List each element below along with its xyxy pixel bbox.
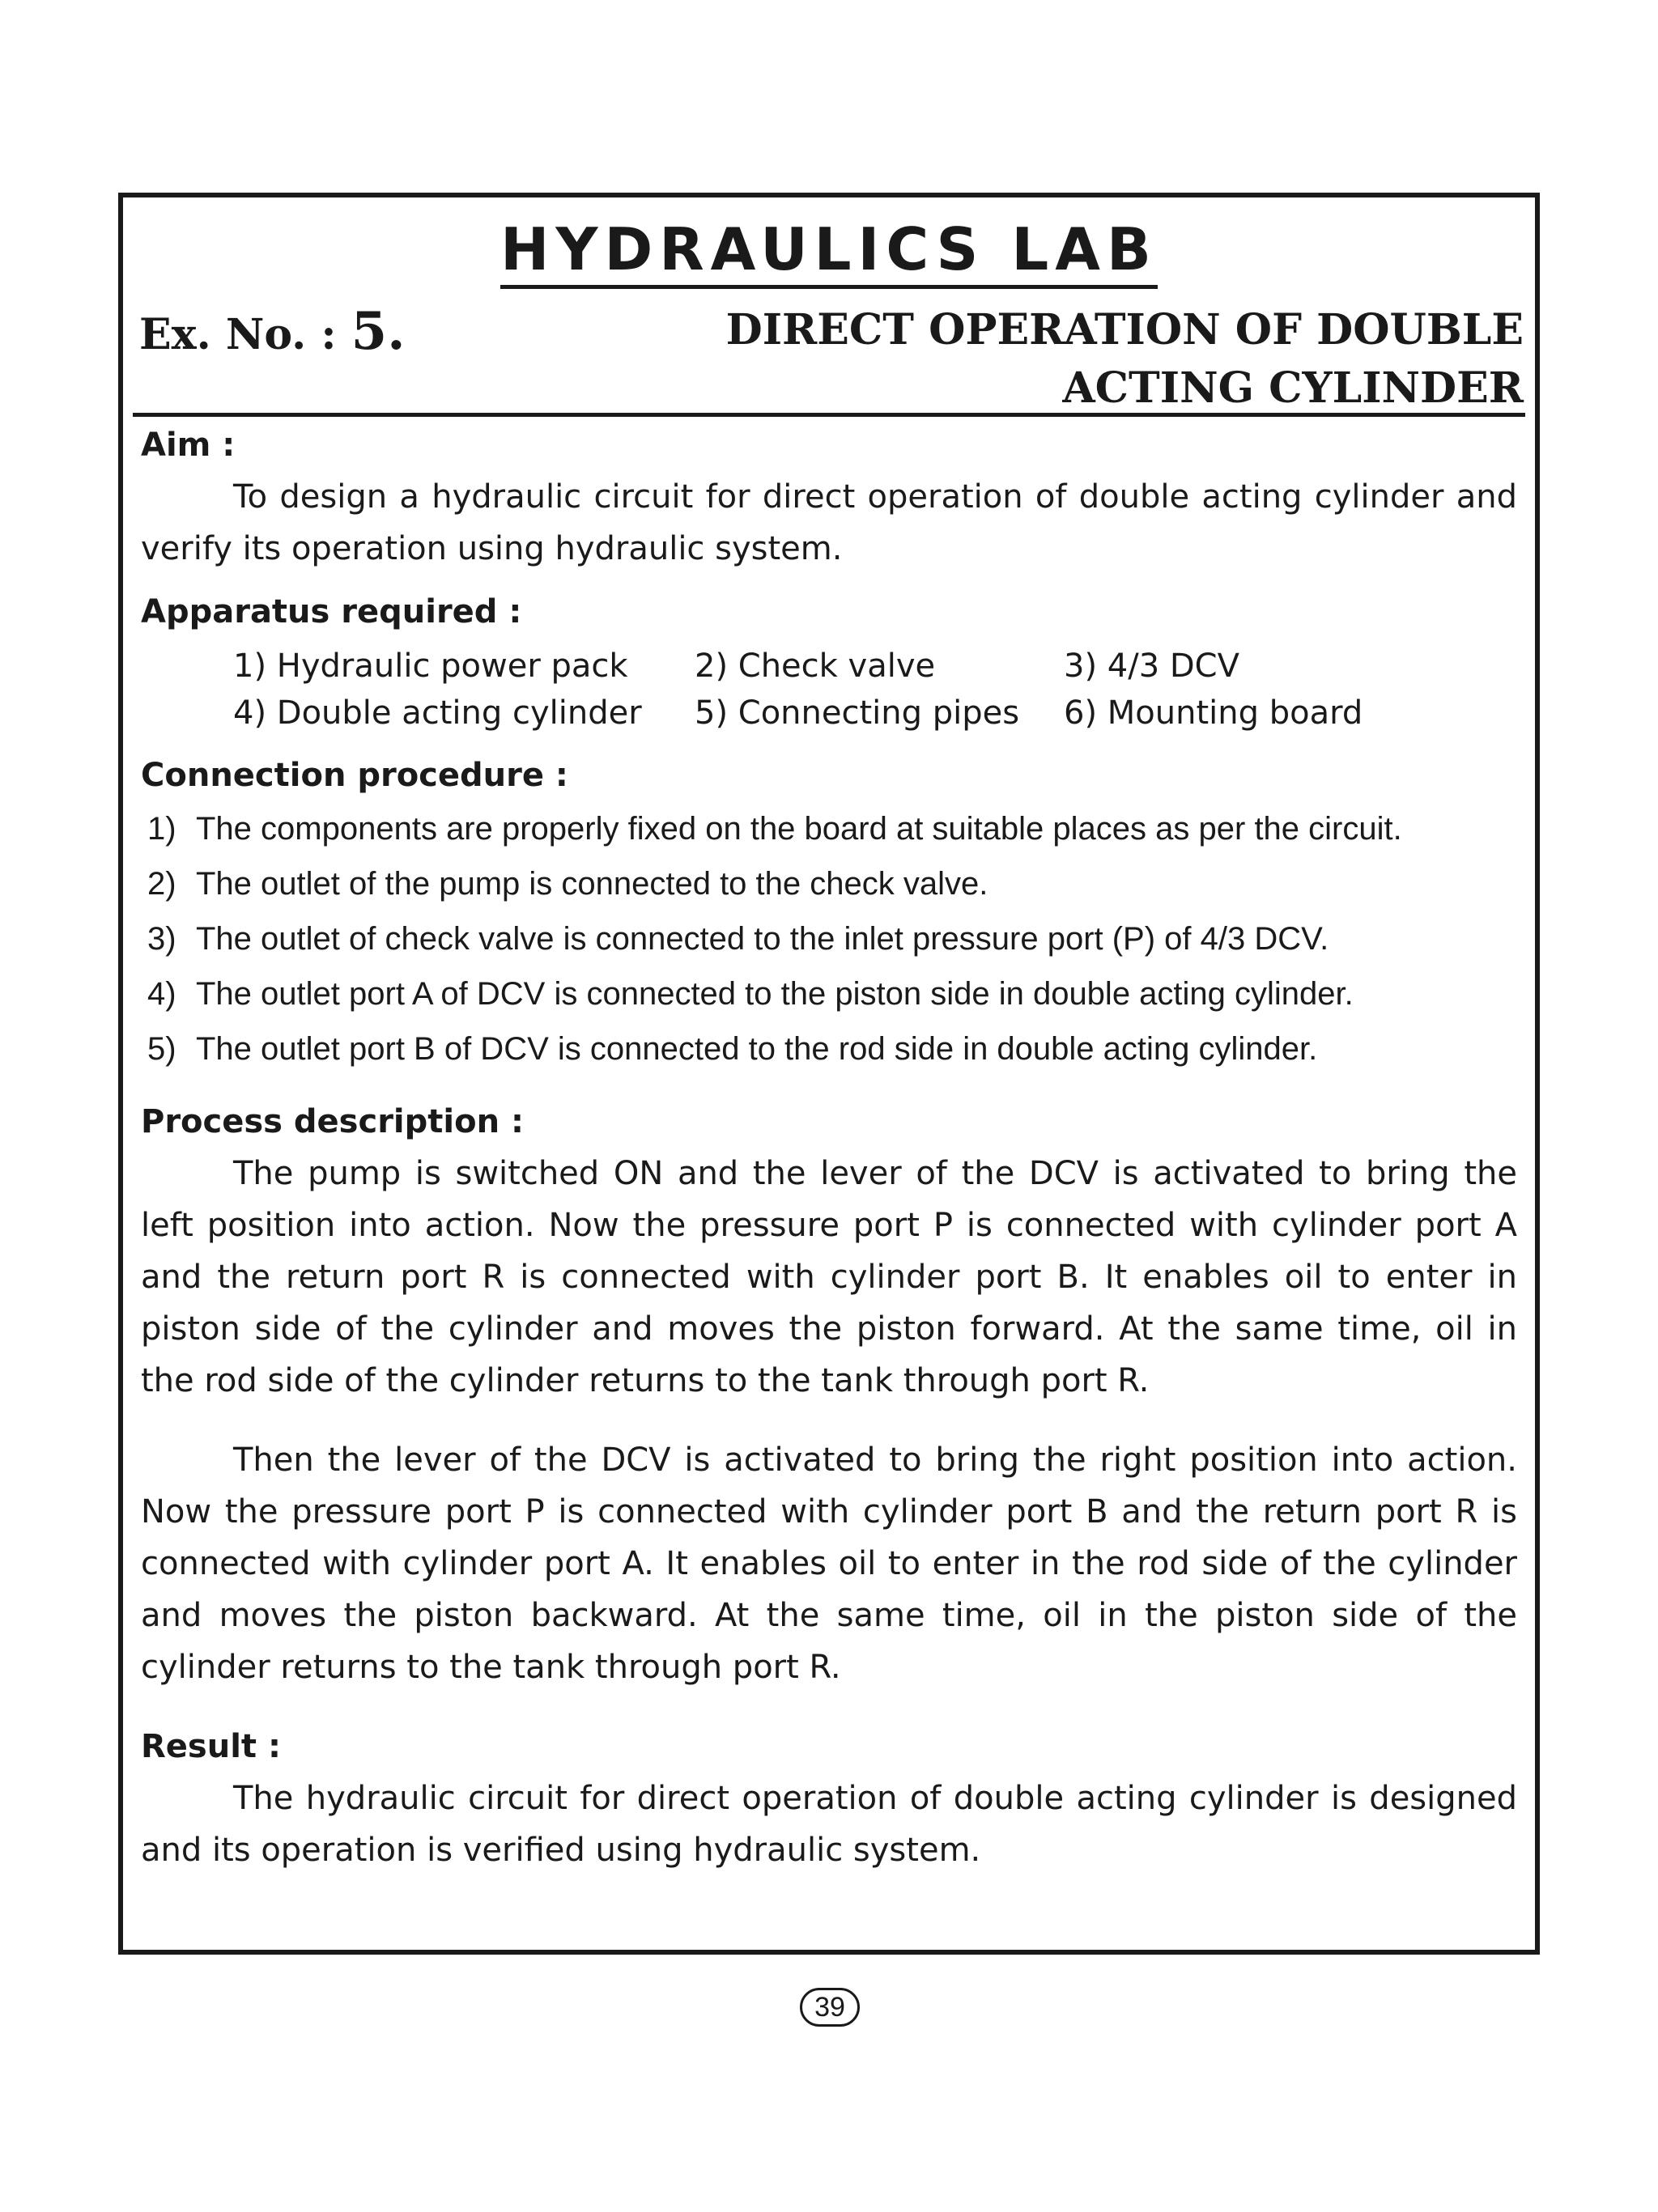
list-item: 3) The outlet of check valve is connected to the inlet pressure port (P) of 4/3 DCV.	[147, 921, 1329, 957]
connection-steps	[141, 801, 1517, 1076]
apparatus-list	[233, 643, 1517, 737]
list-item: 2) The outlet of the pump is connected to the check valve.	[147, 866, 988, 902]
process-paragraph-1: The pump is switched ON and the lever of the DCV is activated to bring the left position into action. Now the pressure port P is connected with cylinder port A and the return port R is connected with cylinder port B. It enables oil to enter in piston side of the cylinder and moves the piston forward. At the same time, oil in the rod side of the cylinder returns to the tank through port R.	[141, 1155, 1517, 1399]
apparatus-item: 6) Mounting board	[1064, 694, 1363, 732]
result-heading: Result :	[141, 1728, 281, 1765]
apparatus-item: 2) Check valve	[695, 647, 936, 685]
exercise-title-line2: ACTING CYLINDER	[1062, 363, 1524, 413]
exercise-title	[633, 301, 1524, 418]
content	[141, 419, 1517, 1876]
apparatus-item: 1) Hydraulic power pack	[233, 647, 628, 685]
page-frame	[118, 193, 1540, 1955]
apparatus-item: 4) Double acting cylinder	[233, 694, 642, 732]
process-heading: Process description :	[141, 1103, 524, 1140]
connection-heading: Connection procedure :	[141, 757, 568, 794]
apparatus-heading: Apparatus required :	[141, 593, 522, 630]
apparatus-item: 3) 4/3 DCV	[1064, 647, 1239, 685]
page-number: 39	[800, 1988, 860, 2027]
exercise-label: Ex. No. :	[139, 310, 351, 359]
header-divider	[133, 413, 1525, 417]
lab-title: HYDRAULICS LAB	[123, 215, 1535, 283]
process-paragraph-2: Then the lever of the DCV is activated to bring the right position into action. Now the pressure port P is connected with cylinder port B and the return port R is connected with cylinder port A. It enables oil to enter in the rod side of the cylinder and moves the piston backward. At the same time, oil in the piston side of the cylinder returns to the tank through port R.	[141, 1441, 1517, 1686]
list-item: 5) The outlet port B of DCV is connected to the rod side in double acting cylinder.	[147, 1031, 1318, 1067]
apparatus-item: 5) Connecting pipes	[695, 694, 1020, 732]
aim-heading: Aim :	[141, 427, 236, 464]
list-item: 1) The components are properly fixed on the board at suitable places as per the circuit.	[147, 811, 1402, 847]
exercise-title-line1: DIRECT OPERATION OF DOUBLE	[725, 305, 1524, 355]
list-item: 4) The outlet port A of DCV is connected to the piston side in double acting cylinder.	[147, 976, 1354, 1012]
exercise-number	[139, 301, 405, 362]
exercise-num-value: 5.	[351, 301, 406, 362]
aim-text: To design a hydraulic circuit for direct operation of double acting cylinder and verify its operation using hydraulic system.	[141, 478, 1517, 567]
result-text: The hydraulic circuit for direct operation of double acting cylinder is designed and its operation is verified using hydraulic system.	[141, 1780, 1517, 1869]
